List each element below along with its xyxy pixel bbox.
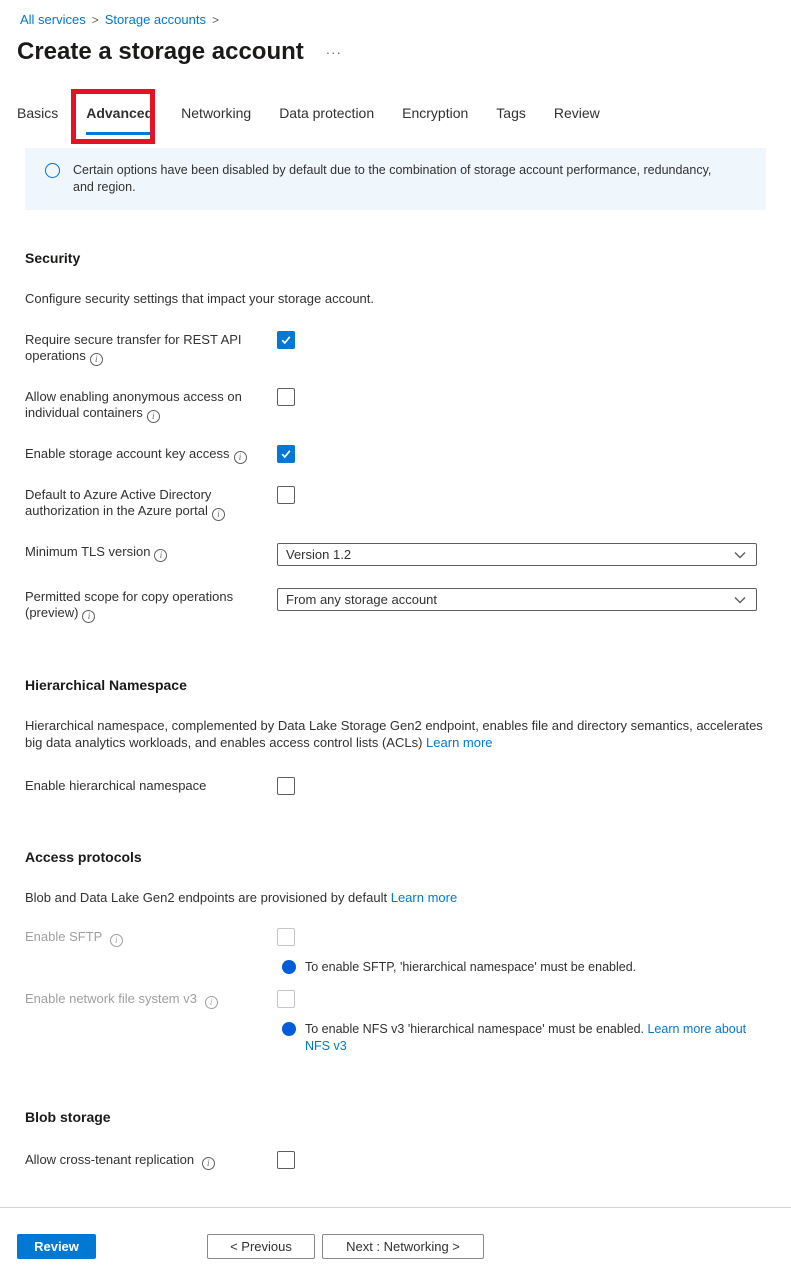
sftp-note-text: To enable SFTP, 'hierarchical namespace' must be enabled. bbox=[305, 960, 637, 974]
section-blob-storage bbox=[25, 1109, 766, 1170]
info-icon[interactable] bbox=[110, 934, 123, 947]
security-description: Configure security settings that impact your storage account. bbox=[25, 291, 375, 306]
hierarchical-namespace-heading: Hierarchical Namespace bbox=[25, 677, 187, 693]
tab-bar bbox=[17, 105, 791, 135]
hierarchical-namespace-description: Hierarchical namespace, complemented by Data Lake Storage Gen2 endpoint, enables file and directory semantics, accelerates big data analytics workloads, and enables access control lists (ACLs) bbox=[25, 718, 763, 750]
chevron-down-icon bbox=[734, 551, 746, 559]
minimum-tls-label: Minimum TLS version bbox=[25, 544, 151, 559]
anonymous-access-label: Allow enabling anonymous access on individual containers bbox=[25, 389, 242, 420]
permitted-scope-selected-value: From any storage account bbox=[286, 592, 438, 607]
enable-hierarchical-namespace-label: Enable hierarchical namespace bbox=[25, 778, 207, 793]
info-filled-icon bbox=[282, 960, 296, 974]
section-hierarchical-namespace bbox=[25, 677, 766, 795]
learn-more-link[interactable]: Learn more bbox=[390, 890, 458, 905]
info-icon[interactable] bbox=[154, 549, 167, 562]
wizard-footer bbox=[0, 1207, 791, 1278]
aad-authorization-checkbox[interactable] bbox=[277, 486, 295, 504]
tab-basics[interactable]: Basics bbox=[17, 105, 59, 121]
page-header bbox=[17, 37, 791, 67]
permitted-scope-dropdown[interactable] bbox=[277, 588, 757, 611]
enable-hierarchical-namespace-checkbox[interactable] bbox=[277, 777, 295, 795]
row-enable-sftp bbox=[25, 928, 766, 947]
enable-sftp-checkbox bbox=[277, 928, 295, 946]
row-enable-hierarchical-namespace bbox=[25, 777, 766, 795]
row-storage-account-key-access bbox=[25, 445, 766, 464]
tab-review[interactable]: Review bbox=[553, 105, 600, 121]
info-icon[interactable] bbox=[234, 451, 247, 464]
info-filled-icon bbox=[282, 1022, 296, 1036]
tab-encryption[interactable]: Encryption bbox=[402, 105, 469, 121]
info-icon[interactable] bbox=[82, 610, 95, 623]
info-icon[interactable] bbox=[212, 508, 225, 521]
row-permitted-scope bbox=[25, 588, 766, 623]
anonymous-access-checkbox[interactable] bbox=[277, 388, 295, 406]
info-banner bbox=[25, 148, 766, 210]
enable-nfs-v3-checkbox bbox=[277, 990, 295, 1008]
learn-more-nfs-link[interactable]: Learn more about NFS v3 bbox=[305, 1022, 747, 1053]
minimum-tls-dropdown[interactable] bbox=[277, 543, 757, 566]
security-heading: Security bbox=[25, 250, 81, 266]
more-options-icon[interactable]: ··· bbox=[325, 44, 342, 60]
tab-data-protection[interactable]: Data protection bbox=[279, 105, 375, 121]
tab-advanced[interactable]: Advanced bbox=[86, 105, 153, 135]
checkmark-icon bbox=[280, 334, 292, 346]
aad-authorization-label: Default to Azure Active Directory authorization in the Azure portal bbox=[25, 487, 212, 518]
nfs-note-text: To enable NFS v3 'hierarchical namespace' must be enabled. bbox=[305, 1022, 644, 1036]
learn-more-link[interactable]: Learn more bbox=[426, 735, 493, 750]
blob-storage-heading: Blob storage bbox=[25, 1109, 111, 1125]
info-icon[interactable] bbox=[202, 1157, 215, 1170]
cross-tenant-replication-label: Allow cross-tenant replication bbox=[25, 1152, 195, 1167]
review-button[interactable]: Review bbox=[17, 1234, 96, 1259]
chevron-down-icon bbox=[734, 596, 746, 604]
enable-sftp-label: Enable SFTP bbox=[25, 929, 103, 944]
checkmark-icon bbox=[280, 448, 292, 460]
info-icon bbox=[45, 163, 60, 178]
info-icon[interactable] bbox=[205, 996, 218, 1009]
info-icon[interactable] bbox=[90, 353, 103, 366]
nfs-requirement-note bbox=[282, 1021, 766, 1055]
cross-tenant-replication-checkbox[interactable] bbox=[277, 1151, 295, 1169]
require-secure-transfer-checkbox[interactable] bbox=[277, 331, 295, 349]
enable-nfs-v3-label: Enable network file system v3 bbox=[25, 991, 197, 1006]
info-banner-text: Certain options have been disabled by default due to the combination of storage account performance, redundancy, and region. bbox=[73, 163, 712, 194]
breadcrumb bbox=[0, 0, 791, 27]
access-protocols-heading: Access protocols bbox=[25, 849, 142, 865]
breadcrumb-separator-icon: > bbox=[211, 12, 219, 27]
breadcrumb-separator-icon: > bbox=[91, 12, 99, 27]
info-icon[interactable] bbox=[147, 410, 160, 423]
breadcrumb-link-storage-accounts[interactable]: Storage accounts bbox=[104, 12, 206, 27]
page-title: Create a storage account bbox=[17, 38, 304, 65]
next-networking-button[interactable]: Next : Networking > bbox=[322, 1234, 484, 1259]
row-cross-tenant-replication bbox=[25, 1151, 766, 1170]
permitted-scope-label: Permitted scope for copy operations (preview) bbox=[25, 589, 234, 620]
sftp-requirement-note bbox=[282, 959, 766, 976]
row-minimum-tls-version bbox=[25, 543, 766, 566]
tab-networking[interactable]: Networking bbox=[181, 105, 252, 121]
row-require-secure-transfer bbox=[25, 331, 766, 366]
access-protocols-description: Blob and Data Lake Gen2 endpoints are provisioned by default bbox=[25, 890, 388, 905]
key-access-checkbox[interactable] bbox=[277, 445, 295, 463]
section-access-protocols bbox=[25, 849, 766, 1055]
row-anonymous-access bbox=[25, 388, 766, 423]
minimum-tls-selected-value: Version 1.2 bbox=[286, 547, 352, 562]
section-security bbox=[25, 250, 766, 623]
key-access-label: Enable storage account key access bbox=[25, 446, 230, 461]
previous-button[interactable]: < Previous bbox=[207, 1234, 315, 1259]
breadcrumb-link-all-services[interactable]: All services bbox=[20, 12, 86, 27]
require-secure-transfer-label: Require secure transfer for REST API operations bbox=[25, 332, 242, 363]
row-aad-authorization bbox=[25, 486, 766, 521]
tab-tags[interactable]: Tags bbox=[496, 105, 526, 121]
row-enable-nfs-v3 bbox=[25, 990, 766, 1009]
